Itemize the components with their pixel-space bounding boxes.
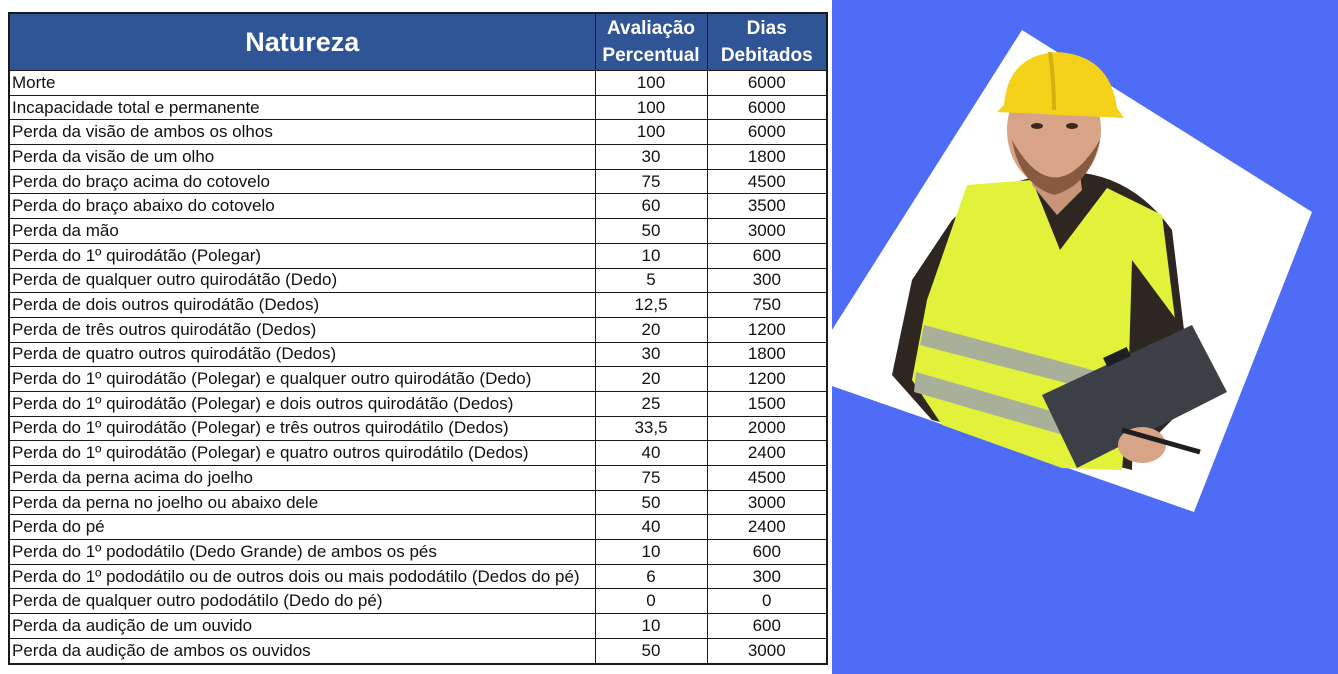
worker-with-clipboard-illustration bbox=[832, 0, 1338, 674]
cell-dias: 2400 bbox=[707, 515, 827, 540]
table-row bbox=[9, 71, 827, 96]
cell-dias: 4500 bbox=[707, 466, 827, 491]
cell-natureza: Morte bbox=[9, 71, 595, 96]
cell-natureza: Perda do braço abaixo do cotovelo bbox=[9, 194, 595, 219]
cell-natureza: Perda do pé bbox=[9, 515, 595, 540]
cell-natureza: Perda da perna acima do joelho bbox=[9, 466, 595, 491]
table-row bbox=[9, 268, 827, 293]
table-row bbox=[9, 169, 827, 194]
cell-avaliacao: 100 bbox=[595, 95, 707, 120]
header-avaliacao-line1: Avaliação bbox=[606, 18, 695, 39]
cell-dias: 1500 bbox=[707, 391, 827, 416]
cell-natureza: Perda da audição de um ouvido bbox=[9, 614, 595, 639]
table-row bbox=[9, 490, 827, 515]
cell-dias: 4500 bbox=[707, 169, 827, 194]
table-row bbox=[9, 145, 827, 170]
table-row bbox=[9, 342, 827, 367]
cell-avaliacao: 75 bbox=[595, 466, 707, 491]
cell-avaliacao: 30 bbox=[595, 342, 707, 367]
table-row bbox=[9, 614, 827, 639]
cell-avaliacao: 20 bbox=[595, 367, 707, 392]
cell-natureza: Perda de qualquer outro pododátilo (Dedo do pé) bbox=[9, 589, 595, 614]
cell-avaliacao: 10 bbox=[595, 243, 707, 268]
cell-natureza: Perda do 1º quirodátão (Polegar) e quatro outros quirodátilo (Dedos) bbox=[9, 441, 595, 466]
cell-dias: 3500 bbox=[707, 194, 827, 219]
cell-dias: 600 bbox=[707, 243, 827, 268]
cell-dias: 1200 bbox=[707, 317, 827, 342]
header-avaliacao-line2: Percentual bbox=[602, 45, 700, 66]
cell-dias: 3000 bbox=[707, 219, 827, 244]
cell-avaliacao: 50 bbox=[595, 219, 707, 244]
cell-dias: 750 bbox=[707, 293, 827, 318]
cell-natureza: Perda do 1º quirodátão (Polegar) e dois outros quirodátão (Dedos) bbox=[9, 391, 595, 416]
header-dias-line2: Debitados bbox=[720, 45, 813, 66]
cell-natureza: Perda de dois outros quirodátão (Dedos) bbox=[9, 293, 595, 318]
cell-avaliacao: 33,5 bbox=[595, 416, 707, 441]
cell-dias: 1800 bbox=[707, 145, 827, 170]
cell-avaliacao: 50 bbox=[595, 638, 707, 663]
cell-natureza: Perda de qualquer outro quirodátão (Dedo) bbox=[9, 268, 595, 293]
eye-icon bbox=[1031, 123, 1043, 129]
cell-dias: 300 bbox=[707, 268, 827, 293]
header-avaliacao bbox=[595, 13, 707, 71]
injury-table bbox=[8, 12, 828, 665]
cell-natureza: Perda do 1º quirodátão (Polegar) e três outros quirodátilo (Dedos) bbox=[9, 416, 595, 441]
table-row bbox=[9, 638, 827, 663]
cell-avaliacao: 50 bbox=[595, 490, 707, 515]
cell-avaliacao: 100 bbox=[595, 120, 707, 145]
table-row bbox=[9, 466, 827, 491]
cell-avaliacao: 30 bbox=[595, 145, 707, 170]
cell-dias: 3000 bbox=[707, 638, 827, 663]
table-body bbox=[9, 71, 827, 664]
cell-dias: 6000 bbox=[707, 71, 827, 96]
cell-dias: 6000 bbox=[707, 95, 827, 120]
cell-avaliacao: 40 bbox=[595, 441, 707, 466]
table-row bbox=[9, 367, 827, 392]
cell-avaliacao: 6 bbox=[595, 564, 707, 589]
cell-avaliacao: 12,5 bbox=[595, 293, 707, 318]
cell-natureza: Perda do 1º pododátilo ou de outros dois ou mais pododátilo (Dedos do pé) bbox=[9, 564, 595, 589]
cell-dias: 3000 bbox=[707, 490, 827, 515]
cell-avaliacao: 10 bbox=[595, 540, 707, 565]
cell-avaliacao: 0 bbox=[595, 589, 707, 614]
cell-natureza: Perda do 1º quirodátão (Polegar) e qualquer outro quirodátão (Dedo) bbox=[9, 367, 595, 392]
cell-avaliacao: 5 bbox=[595, 268, 707, 293]
header-dias bbox=[707, 13, 827, 71]
cell-natureza: Perda do 1º quirodátão (Polegar) bbox=[9, 243, 595, 268]
header-natureza: Natureza bbox=[9, 13, 595, 71]
photo-panel bbox=[832, 0, 1338, 674]
table-row bbox=[9, 317, 827, 342]
cell-dias: 1200 bbox=[707, 367, 827, 392]
cell-dias: 600 bbox=[707, 614, 827, 639]
cell-avaliacao: 100 bbox=[595, 71, 707, 96]
cell-natureza: Perda de três outros quirodátão (Dedos) bbox=[9, 317, 595, 342]
header-dias-line1: Dias bbox=[746, 18, 787, 39]
table-row bbox=[9, 243, 827, 268]
table-row bbox=[9, 120, 827, 145]
table-row bbox=[9, 564, 827, 589]
table-row bbox=[9, 95, 827, 120]
table-row bbox=[9, 194, 827, 219]
table-row bbox=[9, 391, 827, 416]
cell-avaliacao: 60 bbox=[595, 194, 707, 219]
table-row bbox=[9, 219, 827, 244]
table-row bbox=[9, 293, 827, 318]
cell-natureza: Perda da visão de um olho bbox=[9, 145, 595, 170]
cell-dias: 300 bbox=[707, 564, 827, 589]
cell-dias: 600 bbox=[707, 540, 827, 565]
cell-natureza: Perda da audição de ambos os ouvidos bbox=[9, 638, 595, 663]
table-row bbox=[9, 589, 827, 614]
cell-natureza: Perda da visão de ambos os olhos bbox=[9, 120, 595, 145]
table-row bbox=[9, 441, 827, 466]
cell-dias: 2000 bbox=[707, 416, 827, 441]
cell-avaliacao: 40 bbox=[595, 515, 707, 540]
cell-dias: 2400 bbox=[707, 441, 827, 466]
cell-natureza: Perda do 1º pododátilo (Dedo Grande) de ambos os pés bbox=[9, 540, 595, 565]
cell-natureza: Perda da perna no joelho ou abaixo dele bbox=[9, 490, 595, 515]
cell-natureza: Perda de quatro outros quirodátão (Dedos) bbox=[9, 342, 595, 367]
cell-natureza: Incapacidade total e permanente bbox=[9, 95, 595, 120]
cell-avaliacao: 20 bbox=[595, 317, 707, 342]
cell-avaliacao: 75 bbox=[595, 169, 707, 194]
table-header-row bbox=[9, 13, 827, 71]
cell-avaliacao: 10 bbox=[595, 614, 707, 639]
table-row bbox=[9, 515, 827, 540]
table-row bbox=[9, 540, 827, 565]
cell-avaliacao: 25 bbox=[595, 391, 707, 416]
cell-natureza: Perda do braço acima do cotovelo bbox=[9, 169, 595, 194]
cell-natureza: Perda da mão bbox=[9, 219, 595, 244]
cell-dias: 6000 bbox=[707, 120, 827, 145]
cell-dias: 1800 bbox=[707, 342, 827, 367]
eye-icon bbox=[1066, 123, 1078, 129]
cell-dias: 0 bbox=[707, 589, 827, 614]
table-row bbox=[9, 416, 827, 441]
